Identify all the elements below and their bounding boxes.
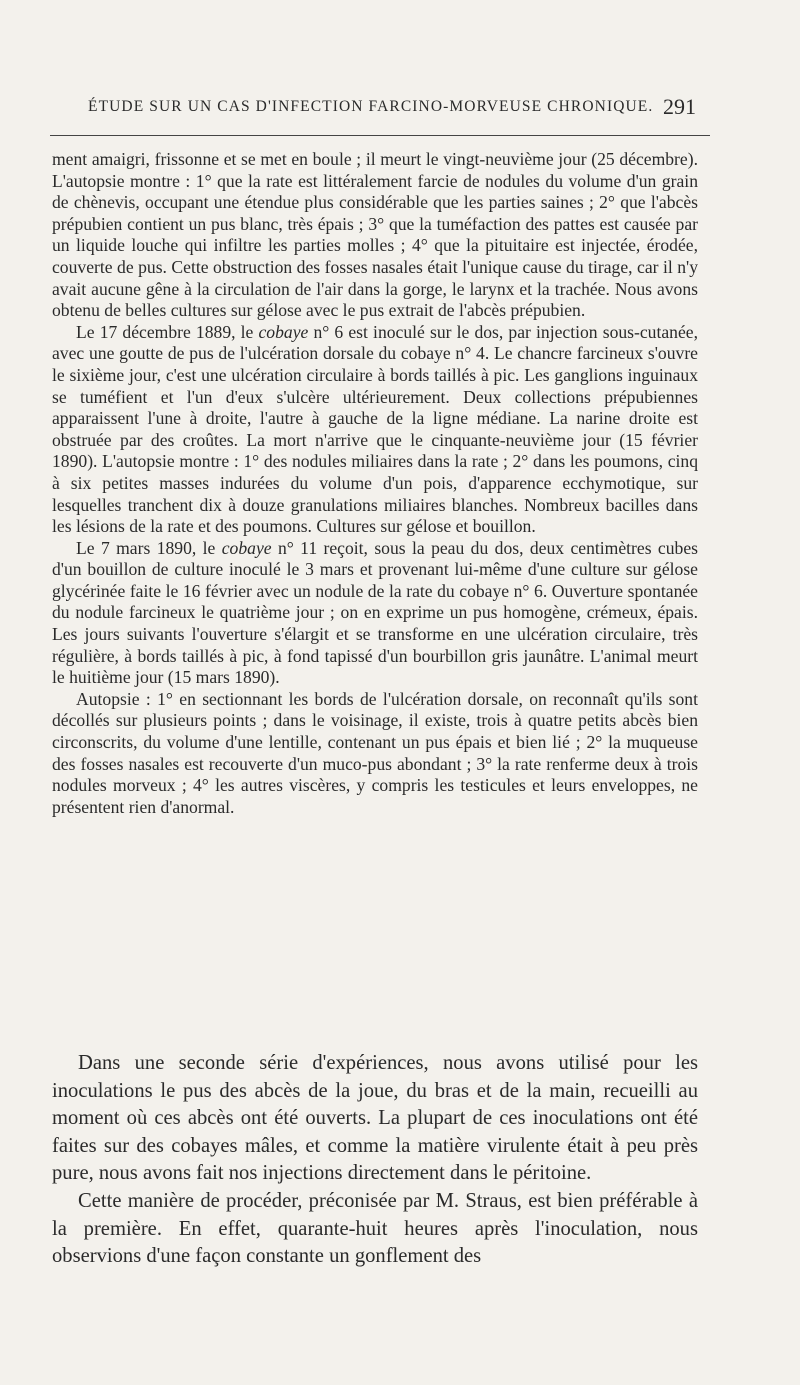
- header-rule: [50, 135, 710, 136]
- paragraph-cobaye-6: Le 17 décembre 1889, le cobaye n° 6 est inoculé sur le dos, par injection sous-cutanée, avec une goutte de pus de l'ulcération dorsale du cobaye n° 4. Le chancre farcineux s'ouvre le sixième jour, c'est une ulcération circulaire à bords taillés à pic. Les ganglions inguinaux se tuméfient et l'un d'eux s'ulcère ultérieurement. Deux collections prépubiennes apparaissent l'une à droite, l'autre à gauche de la ligne médiane. La narine droite est obstruée par des croûtes. La mort n'arrive que le cinquante-neuvième jour (15 février 1890). L'autopsie montre : 1° des nodules miliaires dans la rate ; 2° dans les poumons, cinq à six petites masses indurées du volume d'un pois, d'apparence ecchymotique, sur lesquelles tranchent dix à douze granulations miliaires blanches. Nombreux bacilles dans les lésions de la rate et des poumons. Cultures sur gélose et bouillon.: [52, 321, 698, 537]
- small-print-section: [52, 149, 698, 818]
- paragraph-maniere: Cette manière de procéder, préconisée par M. Straus, est bien préférable à la première. En effet, quarante-huit heures après l'inoculation, nous observions d'une façon constante un gonflement des: [52, 1189, 698, 1268]
- paragraph-seconde-serie: Dans une seconde série d'expériences, nous avons utilisé pour les inoculations le pus des abcès de la joue, du bras et de la main, recueilli au moment où ces abcès ont été ouverts. La plupart de ces inoculations ont été faites sur des cobayes mâles, et comme la matière virulente était à peu près pure, nous avons fait nos injections directement dans le péritoine.: [52, 1052, 698, 1185]
- paragraph-autopsie: Autopsie : 1° en sectionnant les bords de l'ulcération dorsale, on reconnaît qu'ils sont décollés sur plusieurs points ; dans le voisinage, il existe, trois à quatre petits abcès bien circonscrits, du volume d'une lentille, contenant un pus épais et bien lié ; 2° la muqueuse des fosses nasales est recouverte d'un muco-pus abondant ; 3° la rate renferme deux à trois nodules morveux ; 4° les autres viscères, y compris les testicules et leurs enveloppes, ne présentent rien d'anormal.: [52, 688, 698, 817]
- main-text-section: [52, 1050, 698, 1271]
- paragraph-cobaye-11: Le 7 mars 1890, le cobaye n° 11 reçoit, sous la peau du dos, deux centimètres cubes d'un bouillon de culture inoculé le 3 mars et provenant lui-même d'une culture sur gélose glycérinée faite le 16 février avec un nodule de la rate du cobaye n° 6. Ouverture spontanée du nodule farcineux le quatrième jour ; on en exprime un pus homogène, crémeux, épais. Les jours suivants l'ouverture s'élargit et se transforme en une ulcération circulaire, très régulière, à bords taillés à pic, à fond tapissé d'un bourbillon gris jaunâtre. L'animal meurt le huitième jour (15 mars 1890).: [52, 537, 698, 688]
- page-number: 291: [663, 94, 696, 119]
- running-title: ÉTUDE SUR UN CAS D'INFECTION FARCINO-MORVEUSE CHRONIQUE.: [88, 98, 654, 115]
- paragraph-continuation: ment amaigri, frissonne et se met en boule ; il meurt le vingt-neuvième jour (25 décembre). L'autopsie montre : 1° que la rate est littéralement farcie de nodules du volume d'un grain de chènevis, occupant une étendue plus considérable que les parties saines ; 2° que l'abcès prépubien contient un pus blanc, très épais ; 3° que la tuméfaction des pattes est causée par un liquide louche qui infiltre les parties molles ; 4° que la pituitaire est injectée, érodée, couverte de pus. Cette obstruction des fosses nasales était l'unique cause du tirage, car il n'y avait aucune gêne à la circulation de l'air dans la gorge, le larynx et la trachée. Nous avons obtenu de belles cultures sur gélose avec le pus extrait de l'abcès prépubien.: [52, 149, 698, 321]
- page-header: [88, 94, 708, 128]
